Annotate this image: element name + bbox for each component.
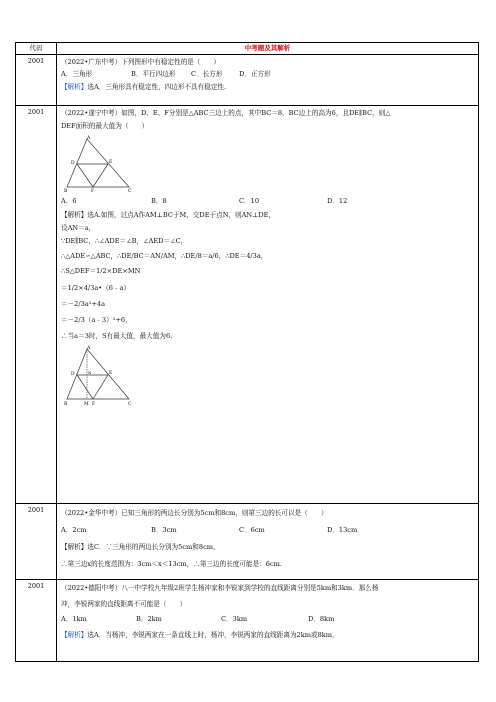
question-table <box>15 42 479 662</box>
question-content <box>57 580 479 662</box>
question-code: 2001 <box>16 580 57 662</box>
table-header-row <box>16 43 479 55</box>
question-stem: （2022•广东中考）下列图形中有稳定性的是（ ） <box>61 58 221 66</box>
question-code: 2001 <box>16 55 57 106</box>
option-b: B．8 <box>151 197 167 206</box>
option-b: B．平行四边形 <box>131 70 176 79</box>
question-stem-line-1: （2022•德阳中考）八一中学校九年级2班学生杨冲家和李锐家到学校的直线距离分别是5km和3km．那么杨 <box>61 584 379 592</box>
analysis <box>61 81 474 93</box>
analysis-line: ∴第三边x的长度范围为：3cm＜x＜13cm，∴第三边的长度可能是：6cm. <box>61 560 282 568</box>
label-f: F <box>92 402 96 408</box>
options-row <box>61 522 474 539</box>
table-row <box>16 504 479 580</box>
table-row <box>16 580 479 662</box>
label-e: E <box>109 160 113 166</box>
analysis-line: ∴S△DEF＝1/2×DE×MN <box>61 267 141 276</box>
question-content <box>57 504 479 580</box>
code-column-header: 代码 <box>16 43 57 55</box>
analysis-line: ＝－2/3（a﹣3）²+6， <box>61 316 132 325</box>
option-b: B．3cm <box>151 526 177 534</box>
label-f: F <box>91 189 95 194</box>
option-a: A．1km <box>61 615 87 623</box>
option-a: A．2cm <box>61 526 87 534</box>
analysis-line: ∴当a＝3时，S有最大值，最大值为6. <box>61 332 173 341</box>
options-row <box>61 195 474 208</box>
option-d: D．13cm <box>327 526 358 534</box>
question-table-container <box>15 42 478 662</box>
question-content <box>57 106 479 504</box>
label-c: C <box>128 189 132 194</box>
option-d: D．正方形 <box>239 70 271 79</box>
label-d: D <box>71 372 75 378</box>
option-d: D．12 <box>327 197 348 206</box>
analysis-line: ∵DE∥BC，∴∠ADE＝∠B，∠AED＝∠C， <box>61 237 188 246</box>
label-a: A <box>87 346 91 352</box>
label-d: D <box>71 161 75 167</box>
triangle-figure <box>61 135 141 193</box>
option-a: A．6 <box>61 197 77 206</box>
question-code: 2001 <box>16 504 57 580</box>
option-c: C．6cm <box>239 526 265 534</box>
label-e: E <box>109 371 113 377</box>
analysis-text: 选A．当杨冲，李锐两家在一条直线上时，杨冲，李锐两家的直线距离为2km或8km， <box>87 630 339 639</box>
table-row <box>16 106 479 504</box>
label-m: M <box>84 402 89 408</box>
label-n: N <box>88 370 92 376</box>
question-stem-line-1: （2022•遂宁中考）如图，D、E、F分别是△ABC三边上的点，其中BC＝8，BC边上的高为6，且DE∥BC，则△ <box>61 109 391 117</box>
triangle-figure-annotated <box>61 345 141 407</box>
label-c: C <box>128 402 132 408</box>
option-d: D．8km <box>308 615 335 623</box>
option-b: B．2km <box>136 615 162 623</box>
question-stem-line-2: 冲，李锐两家的直线距离不可能是（ ） <box>61 599 187 608</box>
analysis-tag: 【解析】 <box>61 82 88 91</box>
option-a: A．三角形 <box>61 70 93 79</box>
question-stem-line-2: DEF面积的最大值为（ ） <box>61 122 149 131</box>
option-c: C．10 <box>239 197 260 206</box>
label-a: A <box>87 136 91 142</box>
analysis-tag: 【解析】 <box>61 630 88 639</box>
options-row <box>61 68 474 80</box>
analysis-line: 【解析】选C．∵三角形的两边长分别为5cm和8cm， <box>61 543 220 551</box>
analysis <box>61 628 474 644</box>
analysis-line: 【解析】选A.如图，过点A作AM⊥BC于M，交DE于点N，则AN⊥DE， <box>61 210 276 219</box>
question-stem: （2022•金华中考）已知三角形的两边长分别为5cm和8cm，则第三边的长可以是（ ） <box>61 509 328 517</box>
analysis-line: ＝－2/3a²+4a <box>61 299 106 308</box>
label-b: B <box>64 402 68 408</box>
analysis-text: 选A．三角形具有稳定性，四边形不具有稳定性. <box>87 82 227 91</box>
analysis-line: ∴△ADE∽△ABC，∴DE/BC＝AN/AM，∴DE/8＝a/6，∴DE＝4/3a， <box>61 252 268 261</box>
label-b: B <box>64 189 68 194</box>
question-code: 2001 <box>16 106 57 504</box>
table-row <box>16 55 479 106</box>
table-title: 中考题及其解析 <box>57 43 479 55</box>
analysis-line: 设AN＝a， <box>61 223 96 232</box>
option-c: C．长方形 <box>191 70 223 79</box>
options-row <box>61 612 474 628</box>
analysis-line: ＝1/2×4/3a•（6﹣a） <box>61 283 131 292</box>
option-c: C．3km <box>221 615 248 623</box>
question-content <box>57 55 479 106</box>
